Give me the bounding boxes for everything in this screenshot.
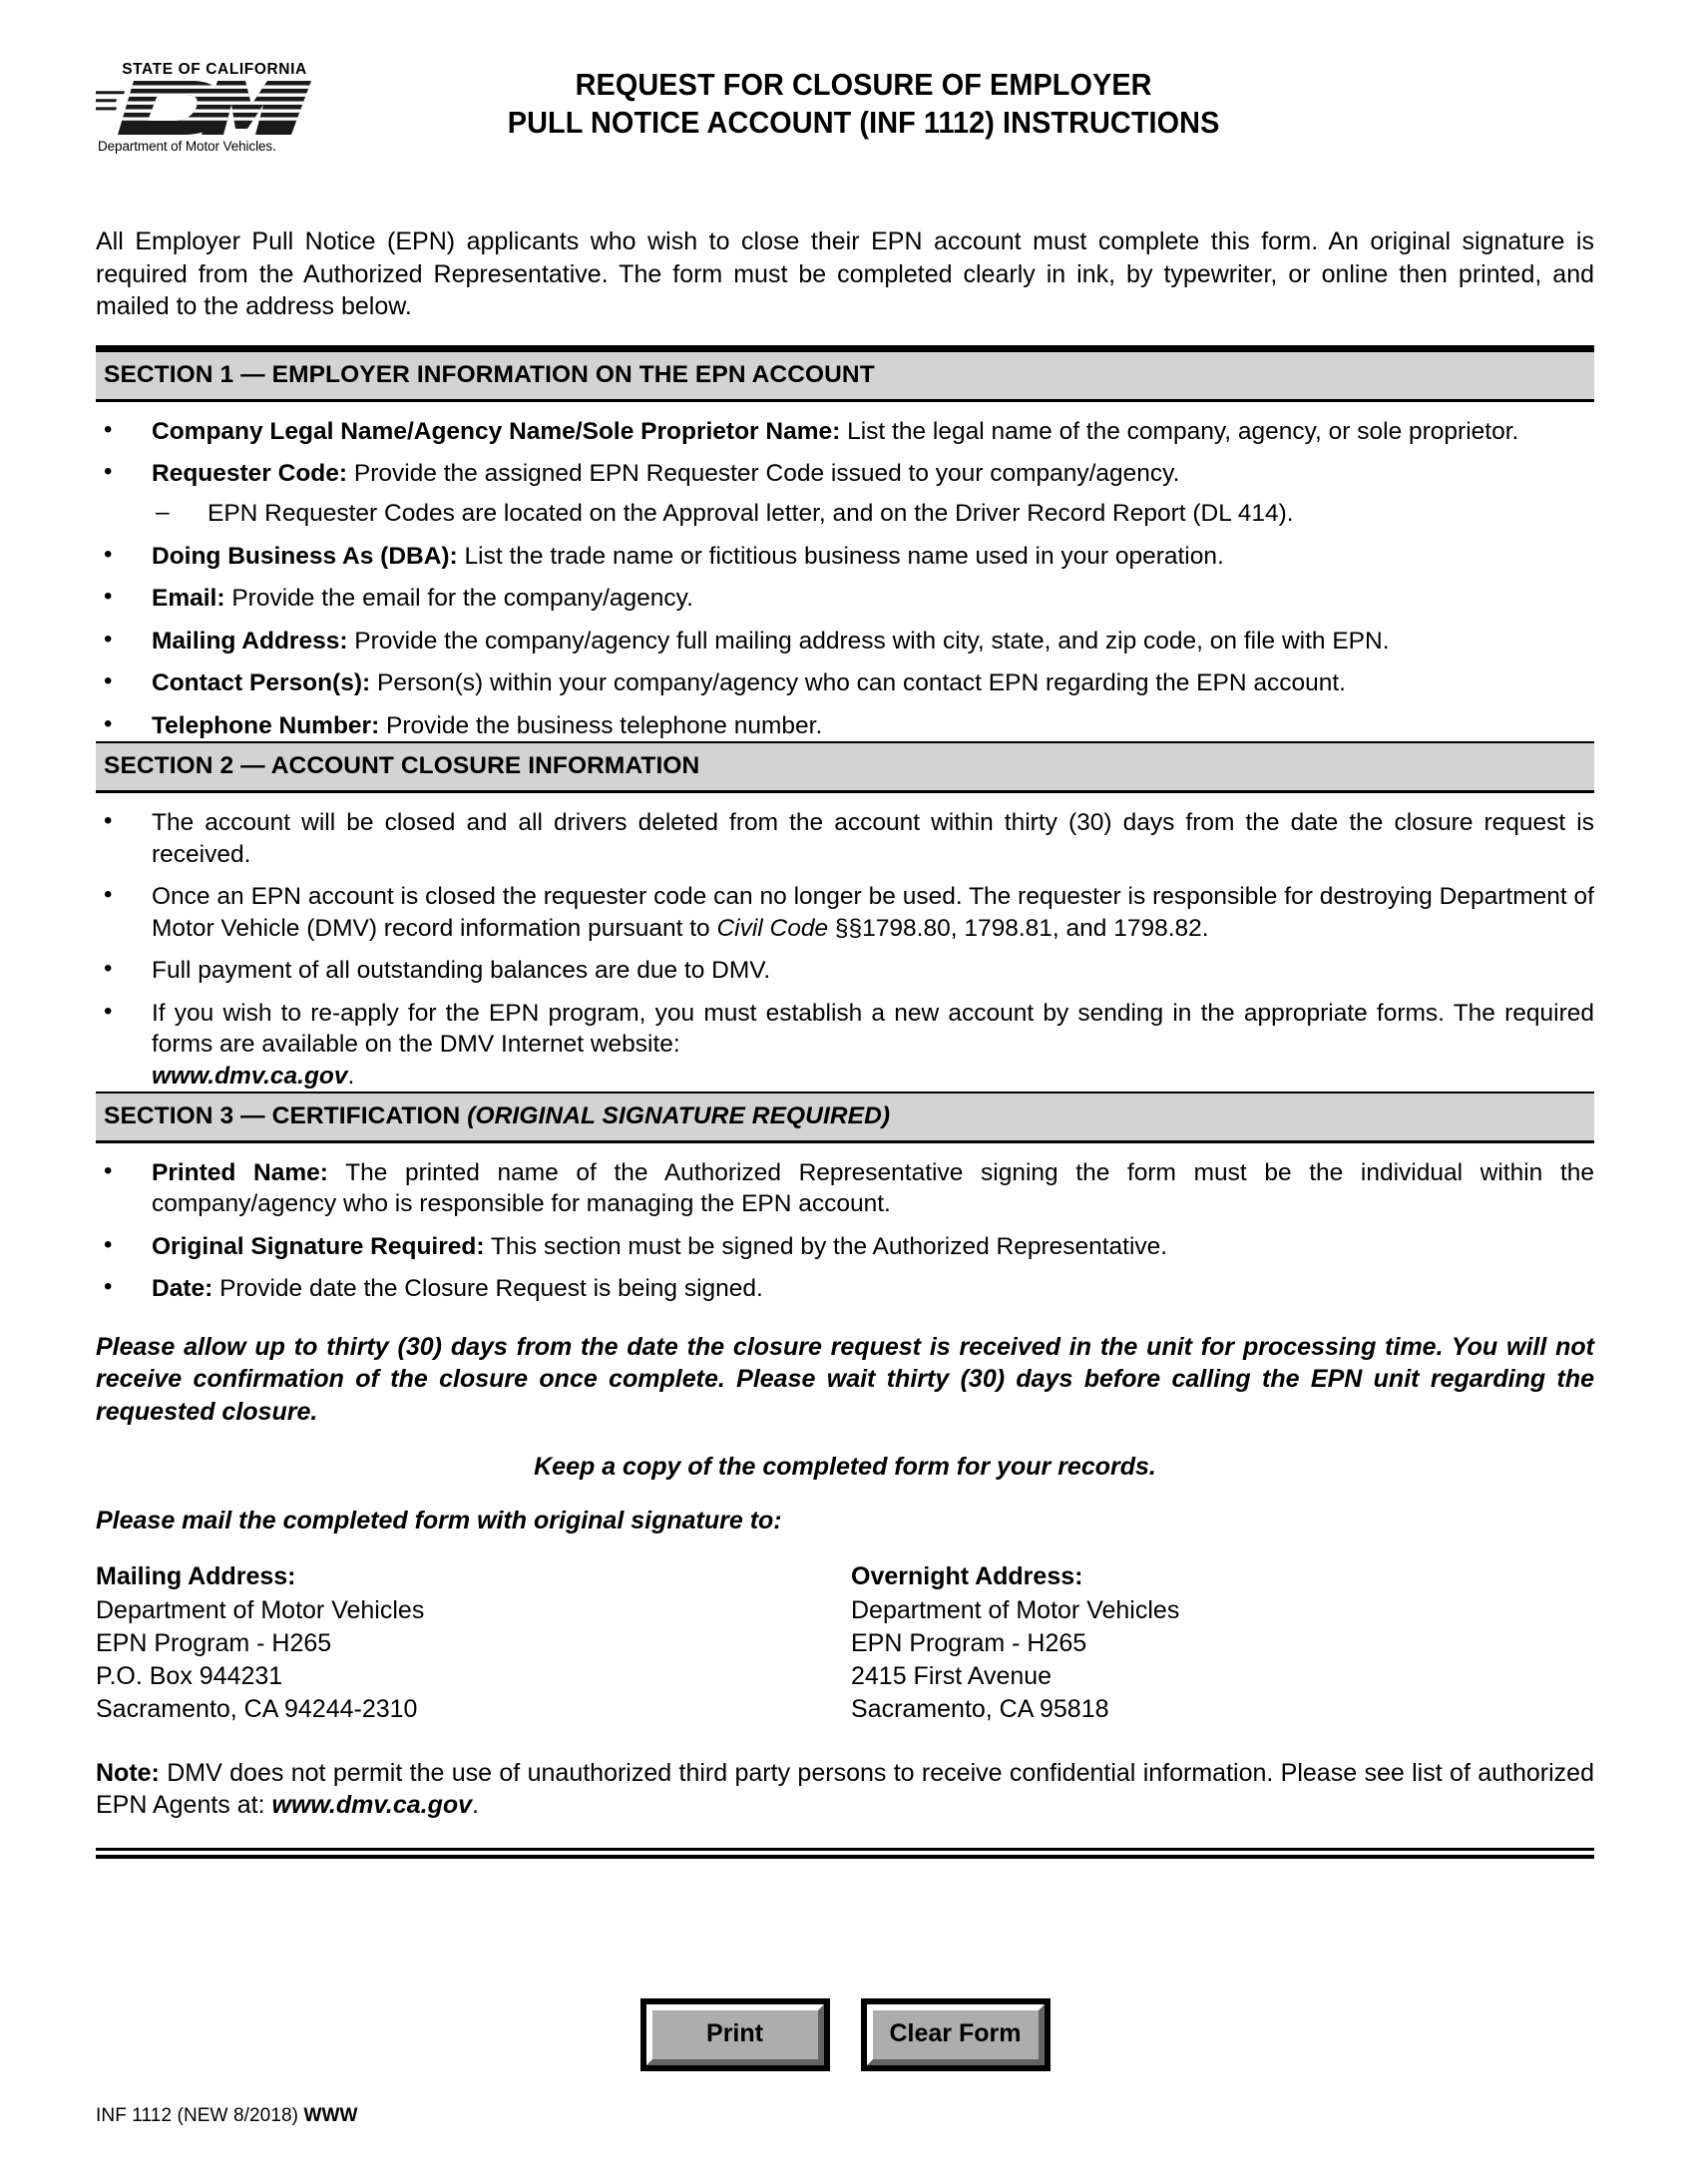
section-1-list <box>96 416 1594 742</box>
list-item-text: Person(s) within your company/agency who can contact EPN regarding the EPN account. <box>370 669 1346 697</box>
list-item <box>96 541 1594 572</box>
list-item <box>96 1157 1594 1220</box>
list-item-text: Provide the assigned EPN Requester Code issued to your company/agency. <box>347 459 1180 487</box>
mailing-address <box>96 1560 839 1726</box>
processing-time-notice: Please allow up to thirty (30) days from the date the closure request is received in the unit for processing time. You will not receive confirmation of the closure once complete. Please wait thirty (30) days before calling the EPN unit regarding the requested closure. <box>96 1332 1594 1426</box>
list-item-text: This section must be signed by the Authorized Representative. <box>484 1232 1168 1260</box>
list-item <box>96 881 1594 944</box>
list-item-lead: Doing Business As (DBA): <box>152 542 458 570</box>
list-item-lead: Company Legal Name/Agency Name/Sole Proprietor Name: <box>152 417 841 445</box>
list-item <box>96 416 1594 447</box>
list-item-text: Provide date the Closure Request is being signed. <box>212 1275 763 1303</box>
registered-mark-icon: . <box>272 138 277 156</box>
list-item-lead: Contact Person(s): <box>152 669 371 697</box>
list-item-lead: Printed Name: <box>152 1159 328 1186</box>
list-item <box>96 1273 1594 1304</box>
form-action-buttons <box>0 1998 1690 2071</box>
list-item-text: Full payment of all outstanding balances are due to DMV. <box>152 957 771 985</box>
address-block <box>96 1560 1594 1726</box>
list-item-text: Provide the business telephone number. <box>379 711 823 739</box>
clear-form-button[interactable] <box>861 1998 1051 2071</box>
list-item <box>96 955 1594 986</box>
list-item <box>96 458 1594 530</box>
sub-list-item-text: EPN Requester Codes are located on the Approval letter, and on the Driver Record Report (DL 414). <box>208 500 1294 528</box>
bullet-icon: • <box>104 540 113 568</box>
bottom-rule-thin <box>96 1848 1594 1851</box>
print-button-label: Print <box>706 2019 763 2047</box>
bullet-icon: • <box>104 415 113 443</box>
section-3-heading <box>96 1092 1594 1143</box>
bullet-icon: • <box>104 1157 113 1184</box>
page-title-line2: PULL NOTICE ACCOUNT (INF 1112) INSTRUCTIONS <box>507 104 1220 140</box>
list-item-lead: Requester Code: <box>152 459 348 487</box>
section-1-heading-text: SECTION 1 — EMPLOYER INFORMATION ON THE EPN ACCOUNT <box>104 360 875 388</box>
list-item-text: The printed name of the Authorized Representative signing the form must be the individual within the company/agency who is responsible for managing the EPN account. <box>152 1159 1594 1218</box>
bottom-rule-thick <box>96 1855 1594 1859</box>
bullet-icon: • <box>104 709 113 737</box>
mailing-address-line: Department of Motor Vehicles <box>96 1595 425 1624</box>
bullet-icon: • <box>104 881 113 909</box>
list-item-lead: Date: <box>152 1275 213 1303</box>
keep-copy-notice: Keep a copy of the completed form for your records. <box>534 1453 1156 1482</box>
section-3-content <box>96 1157 1594 1305</box>
mailing-address-line: EPN Program - H265 <box>96 1628 332 1657</box>
mailing-address-line: P.O. Box 944231 <box>96 1662 283 1691</box>
mail-instruction: Please mail the completed form with original signature to: <box>96 1507 782 1535</box>
section-1-content <box>96 416 1594 742</box>
section-2-heading <box>96 741 1594 793</box>
bullet-icon: • <box>104 807 113 835</box>
bullet-icon: • <box>104 955 113 983</box>
overnight-address-heading: Overnight Address: <box>851 1562 1083 1591</box>
section-2-list <box>96 807 1594 1092</box>
note-text: DMV does not permit the use of unauthorized third party persons to receive confidential information. Please see list of authorized EPN Agents at: <box>96 1758 1594 1820</box>
civil-code-citation: Civil Code <box>716 914 829 942</box>
section-2-content <box>96 807 1594 1092</box>
list-item-text: Once an EPN account is closed the requester code can no longer be used. The requester is responsible for destroying Department of Motor Vehicle (DMV) record information pursuant to <box>152 883 1594 942</box>
page-title-line1: REQUEST FOR CLOSURE OF EMPLOYER <box>575 67 1152 102</box>
list-item <box>96 998 1594 1092</box>
list-item-text-continued: . <box>347 1062 355 1090</box>
clear-form-button-label: Clear Form <box>889 2019 1022 2047</box>
form-distribution-code: WWW <box>303 2105 358 2126</box>
list-item-text-continued: §§1798.80, 1798.81, and 1798.82. <box>828 914 1209 942</box>
list-item-lead: Email: <box>152 585 225 613</box>
print-button-bevel <box>646 2004 824 2065</box>
note-lead: Note: <box>96 1758 160 1787</box>
section-2-heading-text: SECTION 2 — ACCOUNT CLOSURE INFORMATION <box>104 752 700 780</box>
list-item <box>96 710 1594 741</box>
section-1-heading <box>96 350 1594 402</box>
bullet-icon: • <box>104 667 113 695</box>
logo-department-text: Department of Motor Vehicles <box>98 139 273 155</box>
bullet-icon: • <box>104 625 113 653</box>
note-text-continued: . <box>472 1791 479 1820</box>
document-footer <box>96 2105 358 2127</box>
bullet-icon: • <box>104 997 113 1025</box>
logo-state-line: STATE OF CALIFORNIA <box>122 61 307 78</box>
dash-icon: – <box>156 499 170 527</box>
bullet-icon: • <box>104 457 113 485</box>
overnight-address-line: 2415 First Avenue <box>851 1662 1053 1691</box>
clear-form-button-bevel <box>867 2004 1045 2065</box>
mailing-address-line: Sacramento, CA 94244-2310 <box>96 1695 418 1724</box>
bullet-icon: • <box>104 583 113 611</box>
list-item <box>96 1231 1594 1262</box>
section-1-sublist <box>152 498 1594 529</box>
overnight-address <box>839 1560 1594 1726</box>
form-id: INF 1112 (NEW 8/2018) <box>96 2105 304 2126</box>
list-item-lead: Original Signature Required: <box>152 1232 485 1260</box>
print-button[interactable] <box>640 1998 830 2071</box>
list-item-lead: Telephone Number: <box>152 711 380 739</box>
overnight-address-line: Sacramento, CA 95818 <box>851 1695 1109 1724</box>
list-item-text: List the legal name of the company, agency, or sole proprietor. <box>840 417 1519 445</box>
list-item-text: If you wish to re-apply for the EPN program, you must establish a new account by sending in the appropriate forms. The required forms are available on the DMV Internet website: <box>152 999 1594 1059</box>
document-body <box>0 225 1690 1859</box>
mailing-address-heading: Mailing Address: <box>96 1562 296 1591</box>
list-item-text: The account will be closed and all drivers deleted from the account within thirty (30) days from the date the closure request is received. <box>152 809 1594 868</box>
overnight-address-line: EPN Program - H265 <box>851 1628 1087 1657</box>
list-item-text: Provide the email for the company/agency. <box>224 585 693 613</box>
section-3-heading-note: (ORIGINAL SIGNATURE REQUIRED) <box>467 1102 891 1129</box>
document-header <box>0 0 1690 184</box>
list-item <box>96 667 1594 698</box>
section-3-heading-text: SECTION 3 — CERTIFICATION <box>104 1102 468 1129</box>
dmv-agents-link[interactable]: www.dmv.ca.gov <box>271 1791 473 1820</box>
list-item-text: List the trade name or fictitious business name used in your operation. <box>457 542 1224 570</box>
note-paragraph <box>96 1757 1594 1822</box>
dmv-website-link[interactable]: www.dmv.ca.gov <box>152 1062 348 1090</box>
bullet-icon: • <box>104 1230 113 1258</box>
page-title <box>59 66 1630 142</box>
list-item <box>96 626 1594 656</box>
list-item-lead: Mailing Address: <box>152 627 348 655</box>
overnight-address-line: Department of Motor Vehicles <box>851 1595 1180 1624</box>
list-item-text: Provide the company/agency full mailing address with city, state, and zip code, on file with EPN. <box>347 627 1390 655</box>
bottom-double-rule <box>96 1848 1594 1859</box>
sub-list-item <box>152 498 1594 529</box>
bullet-icon: • <box>104 1273 113 1301</box>
list-item <box>96 583 1594 614</box>
section-3-list <box>96 1157 1594 1305</box>
intro-paragraph: All Employer Pull Notice (EPN) applicants who wish to close their EPN account must complete this form. An original signature is required from the Authorized Representative. The form must be completed clearly in ink, by typewriter, or online then printed, and mailed to the address below. <box>96 227 1594 320</box>
list-item <box>96 807 1594 870</box>
